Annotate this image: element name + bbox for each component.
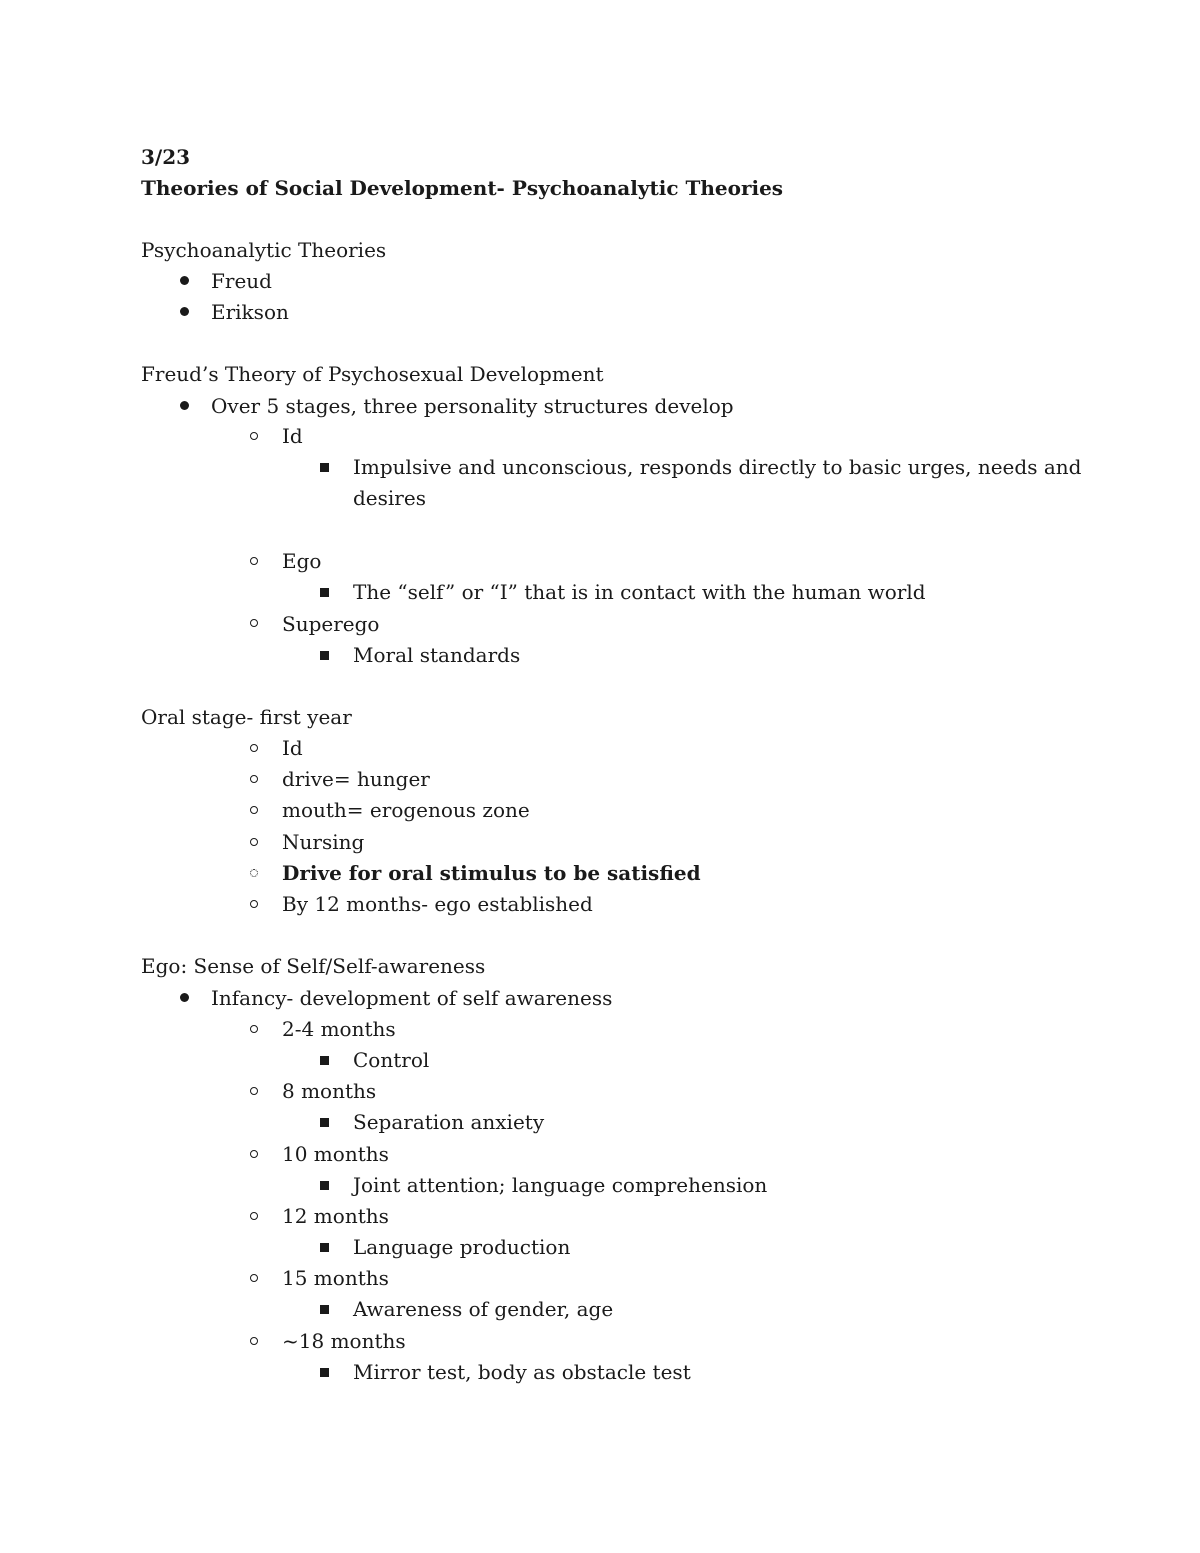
ego-description: The “self” or “I” that is in contact with the human world: [353, 580, 926, 604]
square-bullet-icon: [320, 1368, 329, 1377]
hollow-bullet-icon: [250, 557, 258, 565]
hollow-bullet-icon: [250, 619, 258, 627]
superego-description: Moral standards: [353, 643, 521, 667]
square-bullet-icon: [320, 1056, 329, 1065]
hollow-bullet-icon: [250, 838, 258, 846]
list-item-id: Id: [282, 424, 303, 448]
hollow-bullet-icon: [250, 744, 258, 752]
milestone-age: 15 months: [282, 1266, 389, 1290]
hollow-bullet-icon: [250, 1337, 258, 1345]
hollow-bullet-icon: [250, 1087, 258, 1095]
square-bullet-icon: [320, 1243, 329, 1252]
milestone-age: 12 months: [282, 1204, 389, 1228]
milestone-age: 2-4 months: [282, 1017, 396, 1041]
hollow-bullet-icon: [250, 1025, 258, 1033]
page-title: Theories of Social Development- Psychoanalytic Theories: [141, 176, 784, 200]
list-item-ego: Ego: [282, 549, 322, 573]
oral-item-nursing: Nursing: [282, 830, 365, 854]
bullet-icon: [180, 993, 189, 1002]
milestone-detail: Control: [353, 1048, 430, 1072]
milestone-age: 10 months: [282, 1142, 389, 1166]
section-heading-freud-theory: Freud’s Theory of Psychosexual Development: [141, 362, 604, 386]
square-bullet-icon: [320, 1118, 329, 1127]
square-bullet-icon: [320, 651, 329, 660]
milestone-detail: Joint attention; language comprehension: [353, 1173, 768, 1197]
milestone-detail: Mirror test, body as obstacle test: [353, 1360, 691, 1384]
square-bullet-icon: [320, 588, 329, 597]
oral-item-drive: drive= hunger: [282, 767, 430, 791]
hollow-bullet-icon: [250, 1212, 258, 1220]
list-item-infancy: Infancy- development of self awareness: [211, 986, 613, 1010]
milestone-detail: Separation anxiety: [353, 1110, 545, 1134]
milestone-detail: Language production: [353, 1235, 571, 1259]
section-heading-ego-self: Ego: Sense of Self/Self-awareness: [141, 954, 486, 978]
hollow-bullet-icon: [250, 900, 258, 908]
list-item-stages: Over 5 stages, three personality structures develop: [211, 394, 734, 418]
oral-item-ego-established: By 12 months- ego established: [282, 892, 593, 916]
milestone-detail: Awareness of gender, age: [353, 1297, 614, 1321]
date-heading: 3/23: [141, 145, 191, 169]
list-item-erikson: Erikson: [211, 300, 289, 324]
square-bullet-icon: [320, 463, 329, 472]
hollow-bullet-icon: [250, 869, 258, 877]
hollow-bullet-icon: [250, 432, 258, 440]
section-heading-oral-stage: Oral stage- first year: [141, 705, 352, 729]
hollow-bullet-icon: [250, 1150, 258, 1158]
oral-item-id: Id: [282, 736, 303, 760]
hollow-bullet-icon: [250, 775, 258, 783]
list-item-superego: Superego: [282, 612, 380, 636]
milestone-age: 8 months: [282, 1079, 377, 1103]
section-heading-psychoanalytic: Psychoanalytic Theories: [141, 238, 387, 262]
id-description-line1: Impulsive and unconscious, responds directly to basic urges, needs and: [353, 455, 1082, 479]
square-bullet-icon: [320, 1181, 329, 1190]
hollow-bullet-icon: [250, 1274, 258, 1282]
oral-item-mouth: mouth= erogenous zone: [282, 798, 530, 822]
bullet-icon: [180, 276, 189, 285]
id-description-line2: desires: [353, 486, 426, 510]
bullet-icon: [180, 401, 189, 410]
milestone-age: ~18 months: [282, 1329, 406, 1353]
list-item-freud: Freud: [211, 269, 272, 293]
hollow-bullet-icon: [250, 806, 258, 814]
bullet-icon: [180, 307, 189, 316]
square-bullet-icon: [320, 1305, 329, 1314]
oral-item-drive-satisfied: Drive for oral stimulus to be satisfied: [282, 861, 701, 885]
